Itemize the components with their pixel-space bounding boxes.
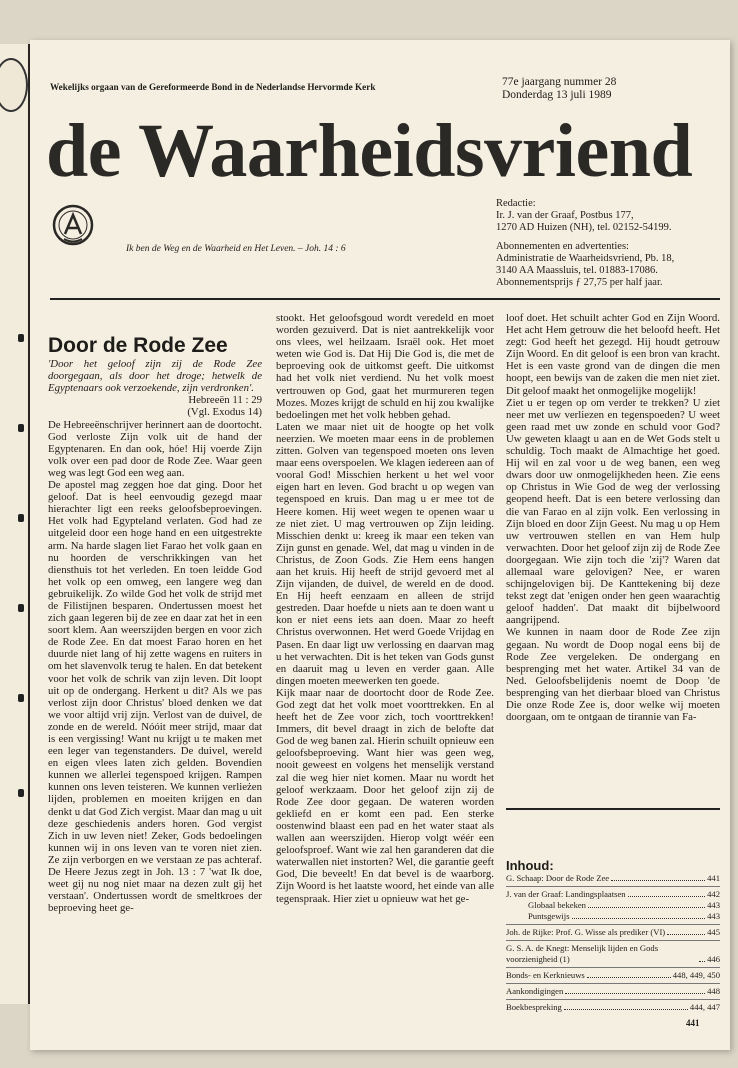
table-of-contents [506, 860, 720, 1013]
toc-item-title: J. van der Graaf: Landingsplaatsen [506, 889, 626, 899]
toc-leader [588, 907, 705, 908]
article-paragraph: Kijk maar naar de doortocht door de Rode Zee. God zegt dat het volk moet voorttrekken. En al heeft het de Zee voor zich, toch voorttrekken! Immers, dit bevel draagt in zich de belofte dat God de weg banen zal. Hierin schuilt opnieuw een geloofsbeproeving. Want hier was geen weg, nooit geweest en volgens het menselijk verstand zal die weg hier niet komen. Maar nu wordt het geloof werkzaam. Door het geloof zijn zij de Rode Zee door gegaan. De wateren worden gekliefd en er komt een pad. Een sterke oostenwind blaast een pad en het water staat als wallen aan weerszijden. Hierop volgt wéér een geloofsproef. Want wie zal hen garanderen dat die waterwallen niet instorten? Wel, die garantie geeft God, Die beveelt! En dat bevel is de waarborg. Zijn Woord is het laatste woord, het einde van alle tegenspraak. Hier ziet u opnieuw wat het ge- [276, 686, 494, 905]
editorial-line: 1270 AD Huizen (NH), tel. 02152-54199. [496, 221, 672, 233]
article-paragraph: stookt. Het geloofsgoud wordt veredeld en moet worden gezuiverd. Dat is niet aantrekkelijk voor ons vlees, wel heilzaam. Israël ook. Het moet weten wie God is. Dat Hij Die God is, die met de beproeving ook de uitkomst geeft. Die uitkomst had het volk niet verdiend. Nu het volk moest vertrouwen op God, gaat het murmureren tegen Mozes. Mozes krijgt de schuld en hij zou kwalijke bedoelingen met het volk hebben gehad. [276, 312, 494, 421]
toc-item-page: 443 [707, 911, 720, 921]
toc-item-page: 444, 447 [689, 1002, 720, 1012]
toc-leader [667, 934, 705, 935]
toc-item-title: Joh. de Rijke: Prof. G. Wisse als prediker (VI) [506, 927, 666, 937]
binding-mark [18, 424, 24, 432]
editorial-line: Redactie: [496, 198, 536, 209]
motto-verse: Ik ben de Weg en de Waarheid en Het Leven. – Joh. 14 : 6 [126, 244, 346, 254]
article-column-2 [276, 312, 494, 905]
toc-leader [611, 880, 705, 881]
publication-tagline: Wekelijks orgaan van de Gereformeerde Bond in de Nederlandse Hervormde Kerk [50, 82, 376, 92]
binding-mark [18, 334, 24, 342]
article-column-1 [48, 334, 262, 915]
article-paragraph: De apostel mag zeggen hoe dat ging. Door het geloof. Dat is heel eenvoudig gezegd maar hierachter ligt een reeks geloofsbeproevingen. Het volk had Egypteland verlaten. God had ze uitgeleid door een hoge hand en een uitgestrekte arm. Na harde slagen liet Farao het volk gaan en nu hoorden de verschrikkingen van het diensthuis tot het verleden. En toen leidde God het volk op een omweg, een langere weg dan gebruikelijk. Zo wilde God het volk de strijd met de Filistijnen besparen. Ondertussen moest het zich gaan legeren bij de zee en daar zat het in een soort klem. Aan weerszijden bergen en voor zich de Rode Zee. En dat moest Farao horen en het duurde niet lang of hij zette wagens en ruiters in om het slavenvolk terug te halen. En dat betekent voor het volk de schrik van zijn leven. Dit loopt uit op de ondergang. Herkent u dit? Als we pas verlost zijn door Christus' bloed denken we dat we voor altijd vrij zijn. Verlost van de duivel, de zonde en de wereld. Nóóit meer strijd, maar dat is een vergissing! Want nu krijgt u te maken met een leger van tegenstanders. De duivel, wereld en eigen vlees laten zich gelden. Bovendien kunnen we allerlei tegenspoed krijgen. Rampen kunnen ons leven teisteren. We kunnen verlieżen lijden, problemen en moeiten krijgen en dan denkt u dat God Zich vergist. Maar dan mag u uit deze geschiedenis anders horen. God vergist Zich in uw leven niet! Zeker, Gods bedoelingen kunnen wij in ons leven van te voren niet zien. Ze zijn verborgen en we verstaan ze pas achteraf. De Heere Jezus zegt in Joh. 13 : 7 'wat Ik doe, weet gij nu nog niet maar na dezen zult gij het verstaan'. Ondertussen wordt de smeltkroes der beproeving heet ge- [48, 479, 262, 915]
toc-item-title: Aankondigingen [506, 986, 564, 996]
masthead-title: de Waarheidsvriend [46, 109, 693, 193]
editorial-line: Abonnementsprijs ƒ 27,75 per half jaar. [496, 276, 663, 288]
toc-separator [506, 924, 720, 925]
binding-mark [18, 514, 24, 522]
toc-item-page: 442 [707, 889, 720, 899]
editorial-line: Abonnementen en advertenties: [496, 241, 629, 253]
toc-item[interactable] [506, 986, 720, 997]
scripture-reference-secondary: (Vgl. Exodus 14) [187, 406, 262, 419]
toc-divider [506, 808, 720, 810]
toc-item[interactable] [506, 873, 720, 884]
article-paragraph: Laten we maar niet uit de hoogte op het volk neerzien. We moeten maar eens in de problemen zitten. Golven van tegenspoed moeten ons leven maar eens overspoelen. We klagen iedereen aan of vooral God! Misschien herkent u het wel voor eigen hart en leven. God bracht u op wegen van tegenspoed en kruis. Dan mag u er mee tot de Heere komen. Hij weet wegen te openen waar u ze niet ziet. U mag vertrouwen op Zijn leiding. Misschien denkt u: kreeg ik maar een teken van Zijn gunst en genade. Wel, dat mag u vinden in de Christus, de Zoon Gods. Zie Hem eens hangen aan het kruis. Hij heeft de strijd gevoerd met al Zijn vijanden, de duivel, de wereld en de dood. En Hij heeft eenzaam en alleen de strijd gestreden. Daar hoefde u niets aan te doen want u kon er niet eens iets aan doen. Maar zo heeft Christus overwonnen. Het werd Goede Vrijdag en Pasen. En daar ligt uw verlossing en daarvan mag u het verwachten. Dit is het teken van Gods gunst en daaruit mag u leven en verder gaan. Alle dingen moeten meewerken ten goede. [276, 420, 494, 687]
article-paragraph: We kunnen in naam door de Rode Zee zijn gegaan. Nu wordt de Doop nogal eens bij de Rode Zee vergeleken. De ondergang en besprenging met het water. Artikel 34 van de Ned. Geloofsbelijdenis noemt de Doop 'de besprenging van het dierbaar bloed van Christus Die onze Rode Zee is, door welke wij moeten doorgaan, om te ontgaan de tirannie van Fa- [506, 626, 720, 724]
editorial-line: Administratie de Waarheidsvriend, Pb. 18, [496, 253, 675, 265]
editorial-spacer [496, 233, 674, 241]
toc-separator [506, 999, 720, 1000]
editorial-info [496, 198, 674, 289]
toc-leader [628, 896, 706, 897]
editorial-line: 3140 AA Maassluis, tel. 01883-17086. [496, 264, 658, 276]
editorial-line: Ir. J. van der Graaf, Postbus 177, [496, 209, 634, 221]
scripture-reference [48, 394, 262, 418]
article-headline: Door de Rode Zee [48, 334, 228, 357]
toc-item-page: 448 [707, 986, 720, 996]
toc-item[interactable] [506, 927, 720, 938]
toc-leader [587, 977, 671, 978]
toc-title: Inhoud: [506, 858, 554, 873]
binding-mark [18, 604, 24, 612]
article-paragraph: Ziet u er tegen op om verder te trekken? U ziet neer met uw verliezen en tegenspoeden? U weet geen raad met uw zonde en schuld voor God? Uw geweten klaagt u aan en de Wet Gods stelt u schuldig. Toch maakt de Almachtige het goed. Hij wil en zal voor u de weg banen, een weg dwars door uw onmogelijkheden heen. Zie eens op Christus in Wie God de weg der verlossing geopend heeft. Dat is een betere verlossing dan die van Farao en al zijn volk. Een verlossing in Zijn bloed en door Zijn Geest. Nu mag u op Hem uw vertrouwen stellen en van Hem hulp verwachten. Door het geloof zijn zij de Rode Zee doorgegaan. Wie zijn toch die 'zij'? Waren dat allemaal ware gelovigen? Nee, er waren schijngelovigen bij. De Kanttekening bij deze tekst zegt dat 'enigen onder hen geen waarachtig geloof hadden'. Dat maakt dit bijbelwoord aangrijpend. [506, 396, 720, 627]
issue-volume: 77e jaargang nummer 28 [502, 76, 617, 88]
toc-item-title: G. Schaap: Door de Rode Zee [506, 873, 610, 883]
toc-item-page: 448, 449, 450 [672, 970, 720, 980]
toc-item-page: 445 [707, 927, 720, 937]
newspaper-page [30, 40, 730, 1050]
scripture-reference-primary: Hebreeën 11 : 29 [188, 394, 262, 407]
toc-item-page: 443 [707, 900, 720, 910]
toc-item[interactable] [506, 970, 720, 981]
toc-item-title: Globaal bekeken [528, 900, 586, 910]
toc-item-title: Boekbespreking [506, 1002, 562, 1012]
page-number: 441 [686, 1018, 700, 1028]
toc-separator [506, 983, 720, 984]
toc-item[interactable] [506, 900, 720, 911]
page-binding [0, 44, 30, 1004]
issue-info [502, 76, 616, 102]
toc-item[interactable] [506, 943, 720, 965]
binding-mark [18, 694, 24, 702]
toc-item-page: 446 [707, 954, 720, 964]
issue-date: Donderdag 13 juli 1989 [502, 89, 612, 101]
toc-separator [506, 940, 720, 941]
article-epigraph: 'Door het geloof zijn zij de Rode Zee doorgegaan, als door het droge; hetwelk de Egyptenaars ook verzoekende, zijn verdronken'. [48, 358, 262, 395]
toc-item-page: 441 [707, 873, 720, 883]
toc-leader [699, 961, 705, 962]
article-paragraph: loof doet. Het schuilt achter God en Zijn Woord. Het acht Hem getrouw die het beloofd heeft. Het zegt: God heeft het gezegd. Hij houdt getrouw Zijn Woord. En dit geloof is een bron van kracht. Het is een vaste grond van de dingen die men hoopt, een bewijs van de zaken die men niet ziet. Dit geloof maakt het onmogelijke mogelijk! [506, 312, 720, 397]
toc-item[interactable] [506, 911, 720, 922]
toc-item[interactable] [506, 1002, 720, 1013]
article-column-3 [506, 312, 720, 723]
toc-leader [565, 993, 705, 994]
toc-separator [506, 886, 720, 887]
toc-item-title: Bonds- en Kerknieuws [506, 970, 585, 980]
toc-leader [572, 918, 706, 919]
binding-mark [18, 789, 24, 797]
toc-item[interactable] [506, 889, 720, 900]
alpha-omega-emblem-icon [52, 204, 94, 246]
header-divider [50, 298, 720, 300]
toc-separator [506, 967, 720, 968]
toc-leader [564, 1009, 688, 1010]
toc-item-title: Puntsgewijs [528, 911, 570, 921]
article-paragraph: De Hebreeënschrijver herinnert aan de doortocht. God verloste Zijn volk uit de hand der Egyptenaren. En dan ook, hóe! Hij voerde Zijn volk over een pad door de Rode Zee. Waar geen weg was legt God een weg aan. [48, 418, 262, 479]
toc-item-title: G. S. A. de Knegt: Menselijk lijden en Gods voorzienigheid (1) [506, 943, 659, 964]
